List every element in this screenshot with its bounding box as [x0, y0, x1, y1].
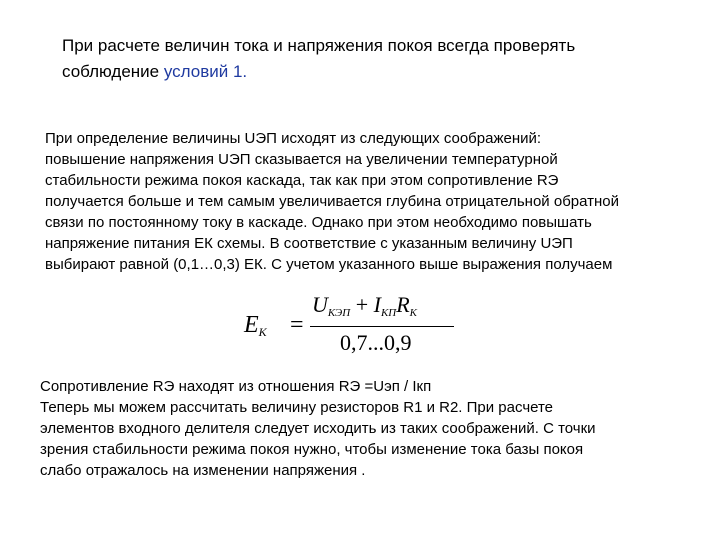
formula-equals: = [290, 312, 304, 338]
paragraph-2-line: Сопротивление RЭ находят из отношения RЭ =Uэп / Iкп [40, 378, 432, 395]
paragraph-1-line: напряжение питания ЕК схемы. В соответствие с указанным величину UЭП [45, 235, 573, 252]
paragraph-1-line: выбирают равной (0,1…0,3) ЕК. С учетом указанного выше выражения получаем [45, 256, 613, 273]
paragraph-1-line: повышение напряжения UЭП сказывается на увеличении температурной [45, 151, 558, 168]
paragraph-2-line: слабо отражалось на изменении напряжения . [40, 462, 366, 479]
paragraph-1-line: стабильности режима покоя каскада, так как при этом сопротивление RЭ [45, 172, 559, 189]
paragraph-1-line: При определение величины UЭП исходят из следующих соображений: [45, 130, 542, 147]
conditions-reference: условий 1. [163, 62, 248, 81]
formula-lhs: $E_К$ [244, 312, 267, 339]
heading-line-1: При расчете величин тока и напряжения покоя всегда проверять [62, 36, 576, 55]
paragraph-2 [40, 376, 596, 481]
supply-voltage-formula [240, 292, 460, 364]
paragraph-2-line: Теперь мы можем рассчитать величину резисторов R1 и R2. При расчете [40, 399, 554, 416]
heading-line-2-start: соблюдение [62, 62, 164, 81]
paragraph-1-line: получается больше и тем самым увеличивается глубина отрицательной обратной [45, 193, 620, 210]
formula-denominator: 0,7...0,9 [340, 330, 412, 355]
heading-text [62, 33, 575, 85]
formula-fraction-bar [310, 326, 454, 327]
formula-numerator: $U_{КЭП} + I_{КП}R_К$ [312, 292, 417, 319]
heading-line-2 [62, 59, 575, 85]
paragraph-2-line: элементов входного делителя следует исходить из таких соображений. С точки [40, 420, 596, 437]
paragraph-1 [45, 128, 619, 275]
paragraph-1-line: связи по постоянному току в каскаде. Однако при этом необходимо повышать [45, 214, 592, 231]
paragraph-2-line: зрения стабильности режима покоя нужно, чтобы изменение тока базы покоя [40, 441, 584, 458]
